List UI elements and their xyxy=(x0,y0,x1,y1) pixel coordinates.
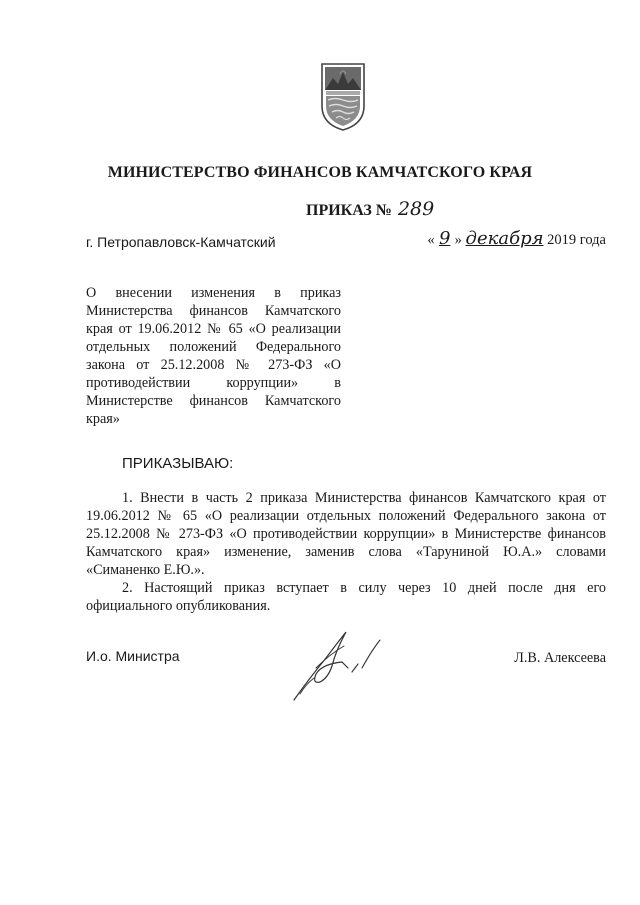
paragraph-1: 1. Внести в часть 2 приказа Министерства финансов Камчатского края от 19.06.2012 № 65 «О реализации отдельных положений Федерального закона от 25.12.2008 № 273-ФЗ «О противодействии коррупции» в Министерстве финансов Камчатского края» изменение, заменив слова «Таруниной Ю.А.» словами «Симаненко Е.Ю.». xyxy=(86,490,606,578)
date-month: декабря xyxy=(465,228,544,249)
order-label: ПРИКАЗ № xyxy=(306,202,392,219)
signer-name: Л.В. Алексеева xyxy=(514,650,606,666)
order-title xyxy=(306,198,434,220)
handwritten-signature xyxy=(286,628,406,706)
date-day: 9 xyxy=(438,228,451,249)
date-open-quote: « xyxy=(427,232,435,248)
order-subject: О внесении изменения в приказ Министерства финансов Камчатского края от 19.06.2012 № 65 «О реализации отдельных положений Федерального закона от 25.12.2008 № 273-ФЗ «О противодействии коррупции» в Министерстве финансов Камчатского края» xyxy=(86,285,341,427)
ministry-title: МИНИСТЕРСТВО ФИНАНСОВ КАМЧАТСКОГО КРАЯ xyxy=(107,164,533,181)
paragraph-2: 2. Настоящий приказ вступает в силу через 10 дней после дня его официального опубликования. xyxy=(86,580,606,614)
date-year: 2019 года xyxy=(547,232,606,248)
date-close-quote: » xyxy=(454,232,462,248)
city-label: г. Петропавловск-Камчатский xyxy=(86,234,276,250)
command-heading: ПРИКАЗЫВАЮ: xyxy=(122,455,234,472)
coat-of-arms-emblem xyxy=(318,60,368,132)
order-number: 289 xyxy=(397,198,435,220)
order-date xyxy=(427,228,606,249)
order-body xyxy=(86,489,606,615)
signer-position: И.о. Министра xyxy=(86,648,180,664)
